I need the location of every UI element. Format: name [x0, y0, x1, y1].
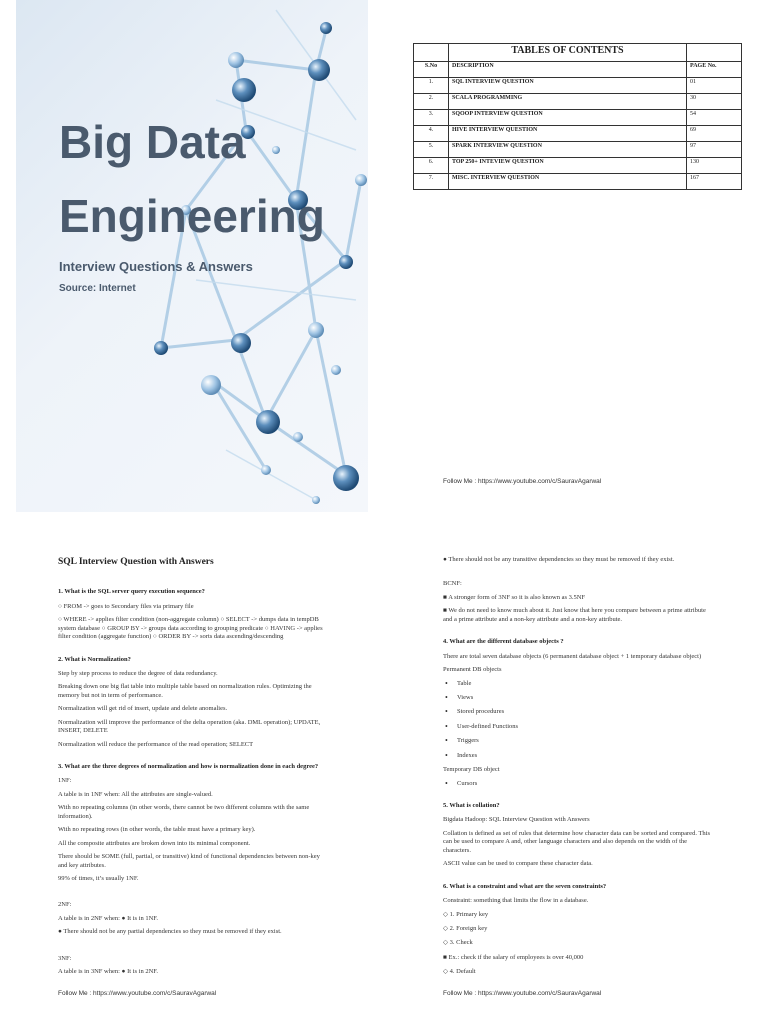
- paragraph: There should be SOME (full, partial, or transitive) kind of functional dependencies between non-key and key attributes.: [58, 853, 320, 869]
- paragraph: 99% of times, it’s usually 1NF.: [58, 874, 139, 882]
- paragraph: Temporary DB object: [443, 766, 500, 774]
- toc-row[interactable]: [414, 158, 742, 174]
- toc-row-description[interactable]: MISC. INTERVIEW QUESTION: [449, 174, 687, 190]
- question-5: 5. What is collation?: [443, 802, 500, 809]
- constraints-list: [443, 911, 715, 977]
- question-1: 1. What is the SQL server query execution sequence?: [58, 588, 205, 596]
- paragraph: Step by step process to reduce the degree of data redundancy.: [58, 669, 218, 677]
- question-6: 6. What is a constraint and what are the seven constraints?: [443, 882, 607, 890]
- toc-title: TABLES OF CONTENTS: [449, 44, 687, 62]
- paragraph: ASCII value can be used to compare these character data.: [443, 860, 593, 868]
- toc-row-description[interactable]: SQL INTERVIEW QUESTION: [449, 78, 687, 94]
- follow-link-right[interactable]: Follow Me : https://www.youtube.com/c/SauravAgarwal: [443, 990, 602, 997]
- article-right-column: [443, 556, 715, 983]
- question-4: 4. What are the different database objects ?: [443, 638, 564, 646]
- paragraph: ● There should not be any partial dependencies so they must be removed if they exist.: [58, 928, 282, 936]
- follow-link-top[interactable]: Follow Me : https://www.youtube.com/c/SauravAgarwal: [443, 478, 602, 485]
- toc-row-description[interactable]: SPARK INTERVIEW QUESTION: [449, 142, 687, 158]
- toc-row-num: 1.: [414, 78, 449, 94]
- paragraph: ● There should not be any transitive dependencies so they must be removed if they exist.: [443, 556, 675, 563]
- toc-row[interactable]: [414, 174, 742, 190]
- paragraph: 3NF:: [58, 954, 72, 962]
- paragraph: A table is in 1NF when: All the attributes are single-valued.: [58, 790, 213, 798]
- list-item: ◇ 1. Primary key: [443, 910, 489, 918]
- paragraph: BCNF:: [443, 580, 462, 588]
- list-item: • Triggers: [443, 737, 715, 745]
- toc-header-sno: S.No: [414, 62, 449, 78]
- article-left-column: [58, 556, 330, 982]
- toc-row-num: 2.: [414, 94, 449, 110]
- paragraph: 2NF:: [58, 901, 72, 909]
- toc-row-page: 167: [687, 174, 742, 190]
- toc-row-num: 5.: [414, 142, 449, 158]
- toc-row-num: 3.: [414, 110, 449, 126]
- list-item: • Indexes: [443, 752, 715, 760]
- toc-row[interactable]: [414, 78, 742, 94]
- list-item: • User-defined Functions: [443, 723, 715, 731]
- toc-row-num: 7.: [414, 174, 449, 190]
- list-item: ◇ 2. Foreign key: [443, 924, 488, 932]
- list-item: • Cursors: [443, 780, 715, 788]
- toc-row-num: 6.: [414, 158, 449, 174]
- list-item: ◇ 3. Check: [443, 939, 473, 947]
- toc-row-description[interactable]: SQOOP INTERVIEW QUESTION: [449, 110, 687, 126]
- paragraph: Normalization will reduce the performance of the read operation; SELECT: [58, 740, 254, 748]
- paragraph: With no repeating columns (in other words, there cannot be two different columns with the same information).: [58, 804, 310, 820]
- paragraph: Normalization will improve the performance of the delta operation (aka. DML operation); UPDATE, INSERT, DELETE: [58, 718, 321, 735]
- paragraph: Bigdata Hadoop: SQL Interview Question with Answers: [443, 816, 590, 824]
- question-3: 3. What are the three degrees of normalization and how is normalization done in each degree?: [58, 763, 319, 771]
- cover-title-line1: Big Data: [59, 116, 246, 168]
- paragraph: Collation is defined as set of rules that determine how character data can be sorted and compared. This can be used to compare A and, other language characters and also depends on the width of the characters.: [443, 829, 711, 854]
- toc-row-page: 01: [687, 78, 742, 94]
- paragraph: ○ FROM -> goes to Secondary files via primary file: [58, 602, 194, 610]
- toc-row-page: 54: [687, 110, 742, 126]
- paragraph: ■ We do not need to know much about it. Just know that here you compare between a prime attribute and a prime attribute and a non-key attribute and a non-key attribute.: [443, 607, 706, 623]
- toc-row-num: 4.: [414, 126, 449, 142]
- book-cover: [16, 0, 368, 512]
- follow-link-left[interactable]: Follow Me : https://www.youtube.com/c/SauravAgarwal: [58, 990, 217, 997]
- toc-row[interactable]: [414, 126, 742, 142]
- cover-subtitle: Interview Questions & Answers: [59, 259, 253, 274]
- temporary-db-objects-list: [443, 780, 715, 788]
- toc-title-right-cell: [687, 44, 742, 62]
- permanent-db-objects-list: [443, 680, 715, 761]
- toc-row-description[interactable]: TOP 250+ INTEVIEW QUESTION: [449, 158, 687, 174]
- list-item: ◇ 4. Default: [443, 968, 476, 976]
- paragraph: A table is in 2NF when: ● It is in 1NF.: [58, 914, 159, 922]
- toc-row-description[interactable]: HIVE INTERVIEW QUESTION: [449, 126, 687, 142]
- table-of-contents: [413, 43, 742, 190]
- list-item: • Stored procedures: [443, 708, 715, 716]
- toc-row-page: 130: [687, 158, 742, 174]
- paragraph: A table is in 3NF when: ● It is in 2NF.: [58, 968, 159, 976]
- list-item: ■ Ex.: check if the salary of employees is over 40,000: [443, 953, 584, 961]
- toc-row-page: 97: [687, 142, 742, 158]
- paragraph: ○ WHERE -> applies filter condition (non-aggregate column) ○ SELECT -> dumps data in tempDB system database ○ GROUP BY -> groups data according to grouping predicate ○ HAVING -> applies filter condition (aggregate function) ○ ORDER BY -> sorts data ascending/descending: [58, 616, 323, 641]
- toc-header-page: PAGE No.: [687, 62, 742, 78]
- toc-header-description: DESCRIPTION: [449, 62, 687, 78]
- cover-source: Source: Internet: [59, 283, 136, 294]
- paragraph: ■ A stronger form of 3NF so it is also known as 3.5NF: [443, 593, 586, 601]
- paragraph: With no repeating rows (in other words, the table must have a primary key).: [58, 826, 256, 834]
- toc-title-left-cell: [414, 44, 449, 62]
- list-item: • Views: [443, 694, 715, 702]
- paragraph: All the composite attributes are broken down into its minimal component.: [58, 839, 251, 847]
- article-heading: SQL Interview Question with Answers: [58, 557, 214, 567]
- paragraph: 1NF:: [58, 777, 72, 785]
- network-molecule-illustration: [16, 0, 368, 512]
- toc-row[interactable]: [414, 110, 742, 126]
- paragraph: Constraint: something that limits the flow in a database.: [443, 897, 589, 905]
- question-2: 2. What is Normalization?: [58, 655, 131, 663]
- paragraph: Normalization will get rid of insert, update and delete anomalies.: [58, 705, 228, 713]
- list-item: • Table: [443, 680, 715, 688]
- paragraph: Breaking down one big flat table into multiple table based on normalization rules. Optimizing the memory but not in term of performance.: [58, 683, 312, 699]
- cover-title-line2: Engineering: [59, 190, 325, 242]
- toc-row-page: 69: [687, 126, 742, 142]
- paragraph: There are total seven database objects (6 permanent database object + 1 temporary database object): [443, 652, 702, 660]
- toc-row[interactable]: [414, 94, 742, 110]
- toc-row-description[interactable]: SCALA PROGRAMMING: [449, 94, 687, 110]
- toc-row-page: 30: [687, 94, 742, 110]
- toc-row[interactable]: [414, 142, 742, 158]
- paragraph: Permanent DB objects: [443, 666, 502, 674]
